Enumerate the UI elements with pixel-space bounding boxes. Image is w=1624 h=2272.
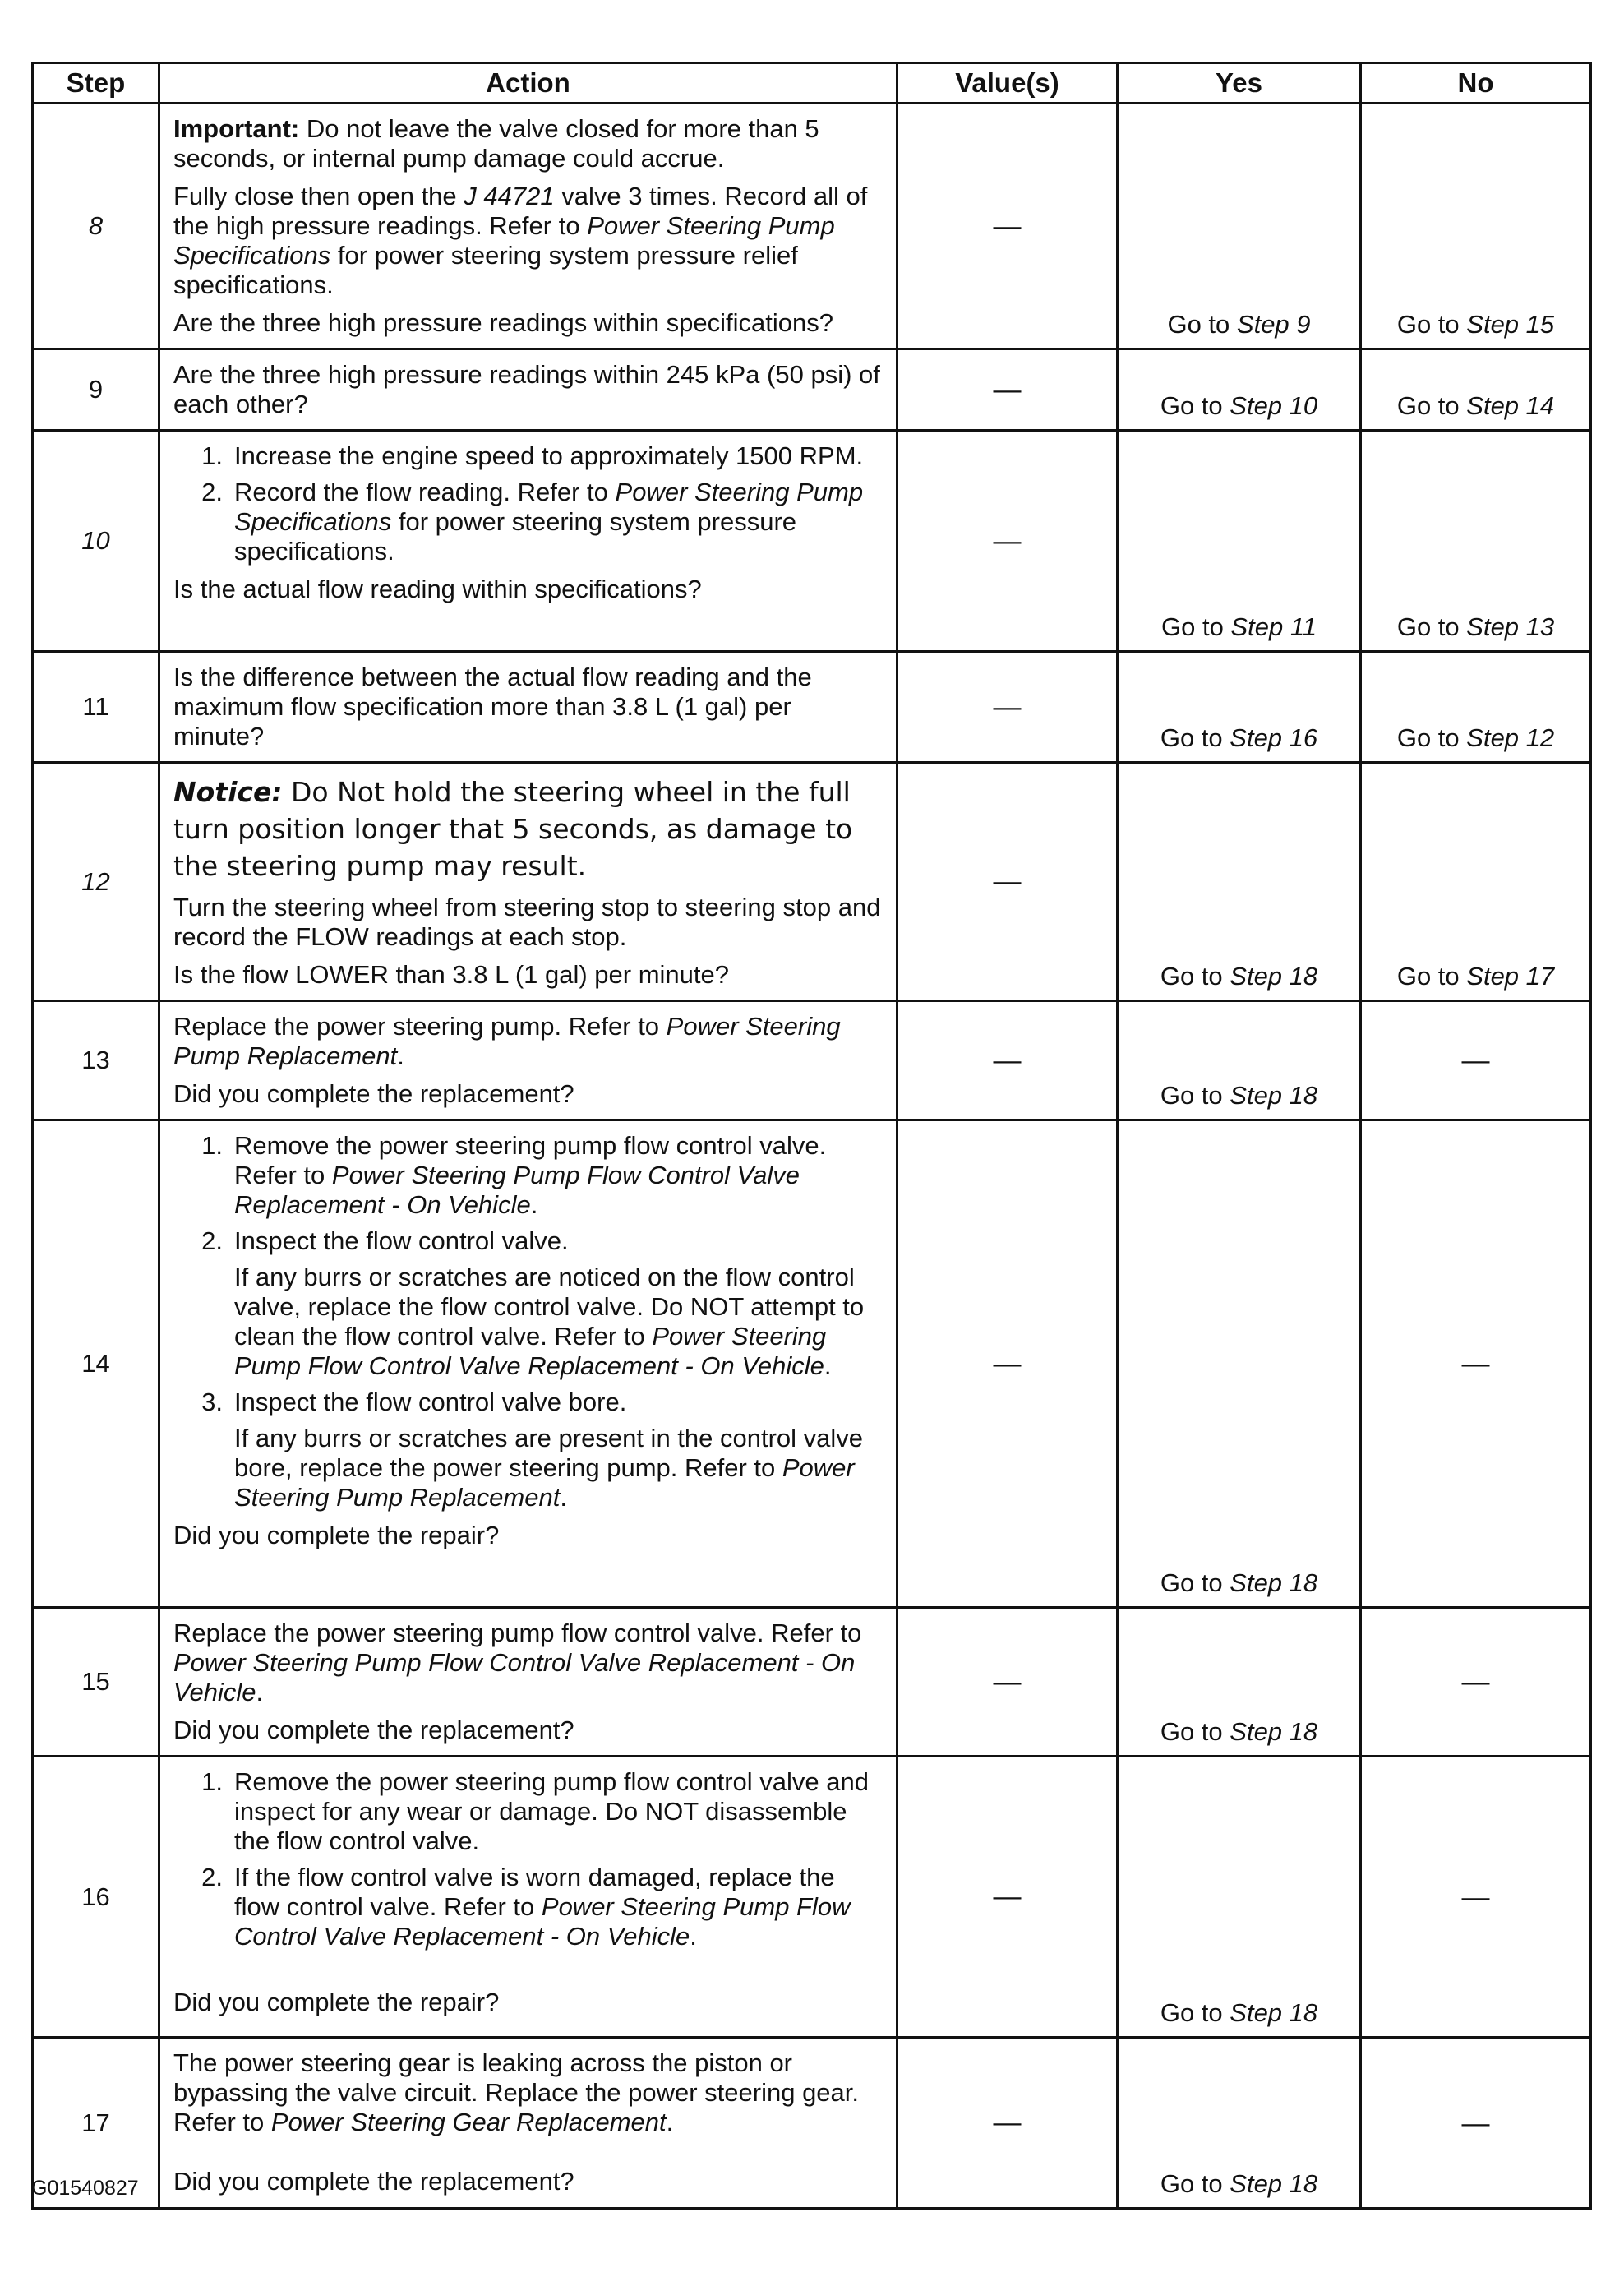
value-cell: — [897,2038,1118,2209]
instruction-text: Replace the power steering pump flow control valve. Refer to [173,1619,862,1647]
step-number: 13 [33,1001,159,1120]
list-item [173,441,886,471]
value-cell: — [897,1757,1118,2038]
goto-label: Go to [1160,391,1223,420]
step-link[interactable]: Step 10 [1230,391,1318,420]
question-text: Did you complete the replacement? [173,2167,574,2196]
action-cell [159,652,897,763]
list-subparagraph [173,1424,886,1512]
step-number: 9 [33,349,159,431]
no-cell[interactable] [1361,349,1591,431]
instruction-text: for power steering system pressure relief specifications. [173,241,798,299]
reference-link[interactable]: Power Steering Pump Replacement [234,1453,855,1512]
goto-label: Go to [1396,612,1460,641]
step-number: 15 [33,1608,159,1757]
yes-cell[interactable] [1118,1757,1361,2038]
notice-text: Do Not hold the steering wheel in the full turn position longer that 5 seconds, as damage to the steering pump may result. [173,776,853,882]
action-cell [159,1608,897,1757]
instruction-text: . [824,1351,832,1380]
action-cell [159,1120,897,1608]
step-number: 14 [33,1120,159,1608]
figure-id: G01540827 [31,2177,139,2200]
question-text: Are the three high pressure readings within specifications? [173,308,834,337]
step-link[interactable]: Step 11 [1230,612,1317,641]
no-cell: — [1361,2038,1591,2209]
list-text: Inspect the flow control valve. [234,1226,569,1255]
reference-link[interactable]: Power Steering Pump Specifications [234,478,864,536]
yes-cell[interactable] [1118,349,1361,431]
list-subparagraph [173,1263,886,1381]
goto-label: Go to [1396,310,1460,339]
list-number: 3. [201,1388,223,1416]
goto-label: Go to [1396,391,1460,420]
no-cell: — [1361,1001,1591,1120]
numbered-list [173,1767,886,1951]
goto-label: Go to [1160,1717,1223,1746]
instruction-text: Replace the power steering pump. Refer to [173,1012,667,1041]
yes-cell[interactable] [1118,1608,1361,1757]
yes-cell[interactable] [1118,652,1361,763]
question-text: Are the three high pressure readings within 245 kPa (50 psi) of each other? [173,360,880,418]
step-number: 17 [33,2038,159,2209]
instruction-paragraph [173,1619,886,1707]
value-cell: — [897,349,1118,431]
goto-label: Go to [1160,962,1223,991]
step-link[interactable]: Step 17 [1466,962,1555,991]
important-paragraph [173,114,886,173]
list-item [173,1863,886,1951]
step-link[interactable]: Step 14 [1466,391,1555,420]
step-number: 10 [33,431,159,652]
list-number: 2. [201,1226,223,1255]
question-text: Did you complete the repair? [173,1521,500,1549]
reference-link[interactable]: Power Steering Gear Replacement [270,2108,667,2136]
list-number: 1. [201,1767,223,1796]
yes-cell[interactable] [1118,1001,1361,1120]
action-cell [159,349,897,431]
reference-link[interactable]: Power Steering Pump Flow Control Valve Replacement - On Vehicle [234,1892,851,1951]
instruction-text: . [530,1190,538,1219]
goto-label: Go to [1160,2169,1223,2198]
reference-link[interactable]: Power Steering Pump Flow Control Valve Replacement - On Vehicle [234,1161,800,1219]
goto-label: Go to [1396,723,1460,752]
instruction-text: for power steering system pressure specifications. [234,507,797,566]
numbered-list [173,441,886,566]
yes-cell[interactable] [1118,431,1361,652]
step-link[interactable]: Step 18 [1230,2169,1318,2198]
no-cell: — [1361,1120,1591,1608]
notice-label: Notice: [173,776,283,808]
list-item [173,1131,886,1220]
action-cell [159,2038,897,2209]
list-number: 1. [201,441,223,470]
instruction-text: If any burrs or scratches are present in the control valve bore, replace the power steering pump. Refer to [234,1424,864,1482]
question-text: Did you complete the repair? [173,1988,500,2016]
value-cell: — [897,1120,1118,1608]
yes-cell[interactable] [1118,763,1361,1001]
list-number: 2. [201,1863,223,1891]
table-row-step-12 [33,763,1591,1001]
step-link[interactable]: Step 18 [1230,962,1318,991]
question-text: Did you complete the replacement? [173,1079,574,1108]
question-text: Did you complete the replacement? [173,1716,574,1744]
no-cell[interactable] [1361,652,1591,763]
goto-label: Go to [1160,1081,1223,1110]
yes-cell[interactable] [1118,1120,1361,1608]
list-text [234,478,886,566]
instruction-text: If any burrs or scratches are noticed on the flow control valve, replace the flow control valve. Do NOT attempt to clean the flow control valve. Refer to [234,1263,865,1351]
important-text: Do not leave the valve closed for more than 5 seconds, or internal pump damage could accrue. [173,114,819,173]
table-row-step-17 [33,2038,1591,2209]
step-link[interactable]: Step 12 [1466,723,1555,752]
goto-label: Go to [1160,612,1224,641]
no-cell[interactable] [1361,431,1591,652]
list-item [173,1226,886,1256]
list-text: Remove the power steering pump flow control valve and inspect for any wear or damage. Do NOT disassemble the flow control valve. [234,1767,869,1855]
table-row-step-16 [33,1757,1591,2038]
question-text: Is the difference between the actual flow reading and the maximum flow specification more than 3.8 L (1 gal) per minute? [173,663,812,750]
question-text: Is the flow LOWER than 3.8 L (1 gal) per minute? [173,960,730,989]
action-cell [159,1757,897,2038]
instruction-text: The power steering gear is leaking across the piston or bypassing the valve circuit. Replace the power steering gear. Refer to [173,2048,860,2136]
step-link[interactable]: Step 9 [1236,310,1311,339]
diagnostic-table [31,62,1592,2210]
step-link[interactable]: Step 13 [1466,612,1555,641]
step-link[interactable]: Step 18 [1230,1081,1318,1110]
table-row-step-13 [33,1001,1591,1120]
list-item [173,1388,886,1417]
table-row-step-14 [33,1120,1591,1608]
question-text: Is the actual flow reading within specifications? [173,575,702,603]
instruction-text: If the flow control valve is worn damaged, replace the flow control valve. Refer to [234,1863,835,1921]
step-number: 8 [33,104,159,349]
goto-label: Go to [1160,1998,1223,2027]
step-number: 16 [33,1757,159,2038]
yes-cell[interactable] [1118,104,1361,349]
step-link[interactable]: Step 18 [1230,1998,1318,2027]
table-row-step-10 [33,431,1591,652]
numbered-list [173,1131,886,1512]
header-yes: Yes [1118,63,1361,104]
table-row-step-15 [33,1608,1591,1757]
instruction-paragraph [173,2048,886,2137]
no-cell[interactable] [1361,104,1591,349]
notice-paragraph [173,773,886,884]
table-row-step-8 [33,104,1591,349]
step-link[interactable]: Step 16 [1230,723,1318,752]
instruction-paragraph [173,182,886,300]
instruction-text: . [560,1483,567,1512]
reference-link[interactable]: Power Steering Pump Flow Control Valve Replacement - On Vehicle [234,1322,827,1380]
instruction-text: . [256,1678,264,1706]
header-action: Action [159,63,897,104]
instruction-text: Remove the power steering pump flow control valve. Refer to [234,1131,827,1189]
step-link[interactable]: Step 18 [1230,1717,1318,1746]
reference-link[interactable]: Power Steering Pump Specifications [173,211,835,270]
instruction-text: . [397,1041,404,1070]
instruction-text: Fully close then open the [173,182,464,210]
goto-label: Go to [1160,723,1223,752]
action-cell [159,763,897,1001]
no-cell: — [1361,1608,1591,1757]
header-step: Step [33,63,159,104]
yes-cell[interactable] [1118,2038,1361,2209]
list-number: 1. [201,1131,223,1160]
tool-reference: J 44721 [464,182,555,210]
list-item [173,478,886,566]
action-cell [159,1001,897,1120]
list-text: Increase the engine speed to approximately 1500 RPM. [234,441,864,470]
list-number: 2. [201,478,223,506]
step-link[interactable]: Step 15 [1466,310,1555,339]
instruction-text: valve 3 times. Record all of the high pressure readings. Refer to [173,182,868,240]
step-link[interactable]: Step 18 [1230,1568,1318,1597]
value-cell: — [897,652,1118,763]
list-text [234,1863,886,1951]
header-no: No [1361,63,1591,104]
value-cell: — [897,431,1118,652]
header-values: Value(s) [897,63,1118,104]
instruction-text: Record the flow reading. Refer to [234,478,616,506]
list-text: Inspect the flow control valve bore. [234,1388,627,1416]
instruction-paragraph [173,1012,886,1071]
value-cell: — [897,1001,1118,1120]
table-row-step-11 [33,652,1591,763]
no-cell[interactable] [1361,763,1591,1001]
important-label: Important: [173,114,300,143]
instruction-text: . [666,2108,674,2136]
value-cell: — [897,104,1118,349]
instruction-text: . [690,1922,697,1951]
step-number: 11 [33,652,159,763]
no-cell: — [1361,1757,1591,2038]
value-cell: — [897,1608,1118,1757]
list-text [234,1131,886,1220]
reference-link[interactable]: Power Steering Pump Replacement [173,1012,841,1070]
header-row [33,63,1591,104]
table-row-step-9 [33,349,1591,431]
goto-label: Go to [1396,962,1460,991]
goto-label: Go to [1167,310,1230,339]
action-cell [159,104,897,349]
goto-label: Go to [1160,1568,1223,1597]
action-cell [159,431,897,652]
reference-link[interactable]: Power Steering Pump Flow Control Valve Replacement - On Vehicle [173,1648,856,1706]
instruction-paragraph: Turn the steering wheel from steering stop to steering stop and record the FLOW readings at each stop. [173,893,881,951]
list-item [173,1767,886,1856]
value-cell: — [897,763,1118,1001]
step-number: 12 [33,763,159,1001]
